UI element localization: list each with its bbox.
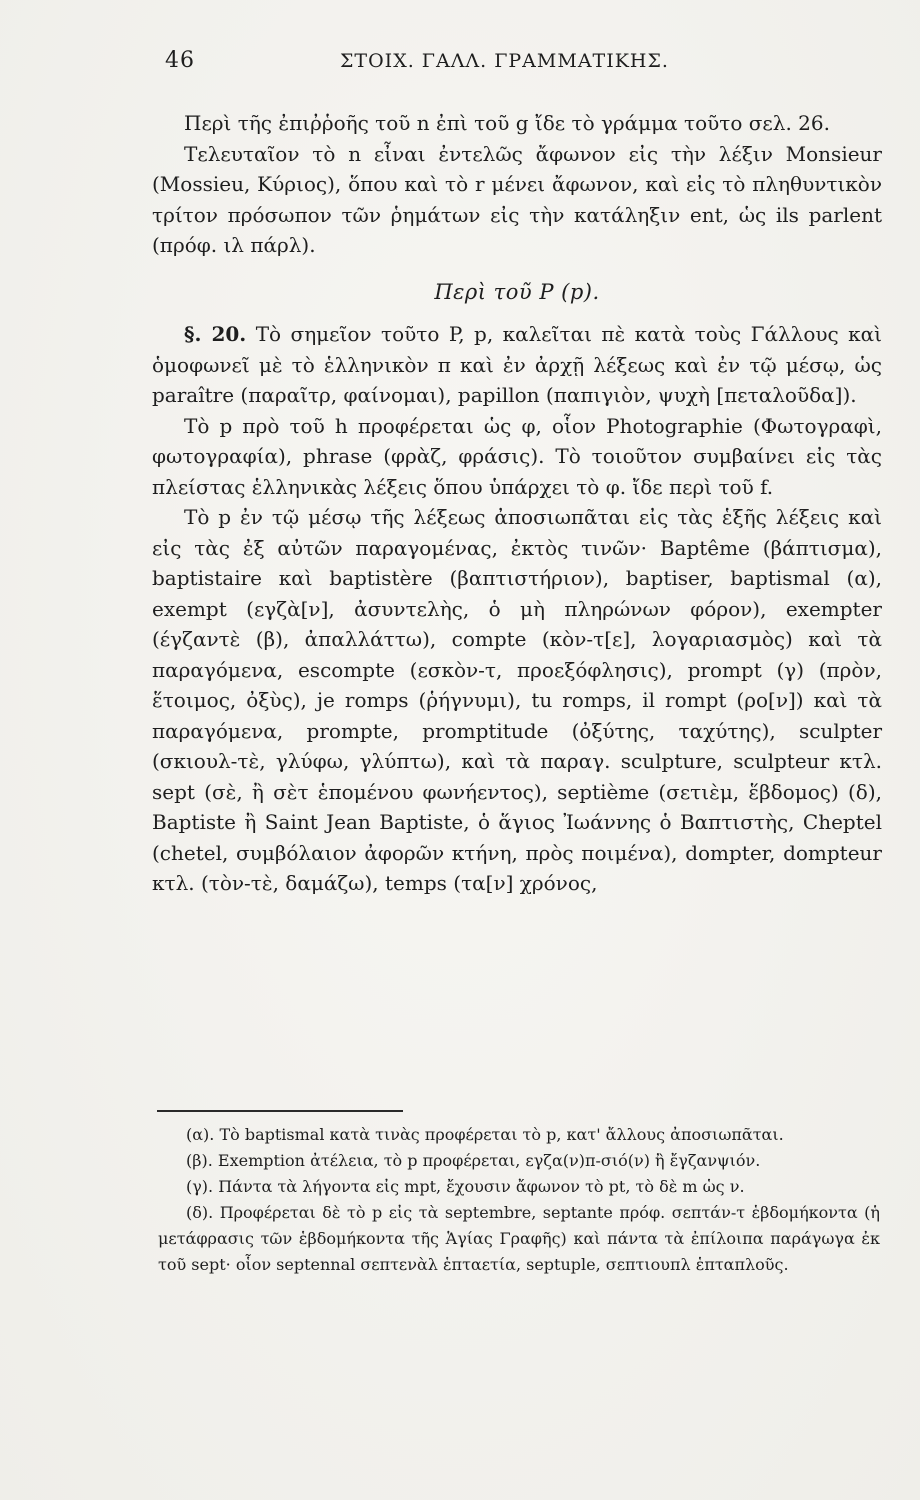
paragraph-n-silent: Τελευταῖον τὸ n εἶναι ἐντελῶς ἄφωνον εἰς τὴν λέξιν Monsieur (Mossieu, Κύριος), ὅπου καὶ τὸ r μένει ἄφωνον, καὶ εἰς τὸ πληθυντικὸν τρίτον πρόσωπον τῶν ῥημάτων εἰς τὴν κατάληξιν ent, ὡς ils parlent (πρόφ. ιλ πάρλ).	[152, 141, 882, 257]
main-text	[152, 108, 882, 899]
paragraph-ph: Τὸ p πρὸ τοῦ h προφέρεται ὡς φ, οἷον Photographie (Φωτογραφὶ, φωτογραφία), phrase (φρὰζ, φράσις). Τὸ τοιοῦτον συμβαίνει εἰς τὰς πλείστας ἑλληνικὰς λέξεις ὅπου ὑπάρχει τὸ φ. ἴδε περὶ τοῦ f.	[152, 413, 882, 499]
running-head: ΣΤΟΙΧ. ΓΑΛΛ. ΓΡΑΜΜΑΤΙΚΗΣ.	[340, 50, 669, 72]
page-header	[165, 48, 885, 88]
page-number: 46	[165, 48, 195, 73]
footnote-delta: (δ). Προφέρεται δὲ τὸ p εἰς τὰ septembre, septante πρόφ. σεπτάν-τ ἑβδομήκοντα (ἡ μετάφρασις τῶν ἑβδομήκοντα τῆς Ἁγίας Γραφῆς) καὶ πάντα τὰ ἐπίλοιπα παράγωγα ἐκ τοῦ sept· οἷον septennal σεπτενὰλ ἑπταετία, septuple, σεπτιουπλ ἑπταπλοῦς.	[158, 1203, 880, 1274]
footnote-divider	[157, 1110, 403, 1112]
paragraph-n-reference: Περὶ τῆς ἐπιῤῥοῆς τοῦ n ἐπὶ τοῦ g ἴδε τὸ γράμμα τοῦτο σελ. 26.	[184, 111, 830, 135]
paragraph-section-20	[152, 319, 882, 411]
footnotes	[158, 1122, 880, 1278]
paragraph-p-pronunciation: Τὸ σημεῖον τοῦτο P, p, καλεῖται πὲ κατὰ τοὺς Γάλλους καὶ ὁμοφωνεῖ μὲ τὸ ἑλληνικὸν π καὶ ἐν ἀρχῇ λέξεως καὶ ἐν τῷ μέσῳ, ὡς paraître (παραῖτρ, φαίνομαι), papillon (παπιγιὸν, ψυχὴ [πεταλοῦδα]).	[152, 322, 883, 407]
footnote-beta: (β). Exemption ἀτέλεια, τὸ p προφέρεται, εγζα(ν)π-σιό(ν) ἢ ἔγζανψιόν.	[186, 1151, 761, 1170]
section-heading: Περὶ τοῦ P (p).	[434, 279, 600, 304]
paragraph-p-silent: Τὸ p ἐν τῷ μέσῳ τῆς λέξεως ἀποσιωπᾶται εἰς τὰς ἑξῆς λέξεις καὶ εἰς τὰς ἐξ αὐτῶν παραγομένας, ἐκτὸς τινῶν· Baptême (βάπτισμα), baptistaire καὶ baptistère (βαπτιστήριον), baptiser, baptismal (α), exempt (εγζὰ[ν], ἀσυντελὴς, ὁ μὴ πληρώνων φόρον), exempter (έγζαντὲ (β), ἀπαλλάττω), compte (κὸν-τ[ε], λογαριασμὸς) καὶ τὰ παραγόμενα, escompte (εσκὸν-τ, προεξόφλησις), prompt (γ) (πρὸν, ἕτοιμος, ὀξὺς), je romps (ῥήγνυμι), tu romps, il rompt (ρο[ν]) καὶ τὰ παραγόμενα, prompte, promptitude (ὀξύτης, ταχύτης), sculpter (σκιουλ-τὲ, γλύφω, γλύπτω), καὶ τὰ παραγ. sculpture, sculpteur κτλ. sept (σὲ, ἢ σὲτ ἑπομένου φωνήεντος), septième (σετιὲμ, ἕβδομος) (δ), Baptiste ἢ Saint Jean Baptiste, ὁ ἅγιος Ἰωάννης ὁ Βαπτιστὴς, Cheptel (chetel, συμβόλαιον ἀφορῶν κτήνη, πρὸς ποιμένα), dompter, dompteur κτλ. (τὸν-τὲ, δαμάζω), temps (τα[ν] χρόνος,	[152, 505, 882, 895]
footnote-gamma: (γ). Πάντα τὰ λήγοντα εἰς mpt, ἔχουσιν ἄφωνον τὸ pt, τὸ δὲ m ὡς ν.	[186, 1177, 745, 1196]
footnote-alpha: (α). Τὸ baptismal κατὰ τινὰς προφέρεται τὸ p, κατ' ἄλλους ἀποσιωπᾶται.	[186, 1125, 784, 1144]
section-number: §. 20.	[184, 322, 247, 346]
